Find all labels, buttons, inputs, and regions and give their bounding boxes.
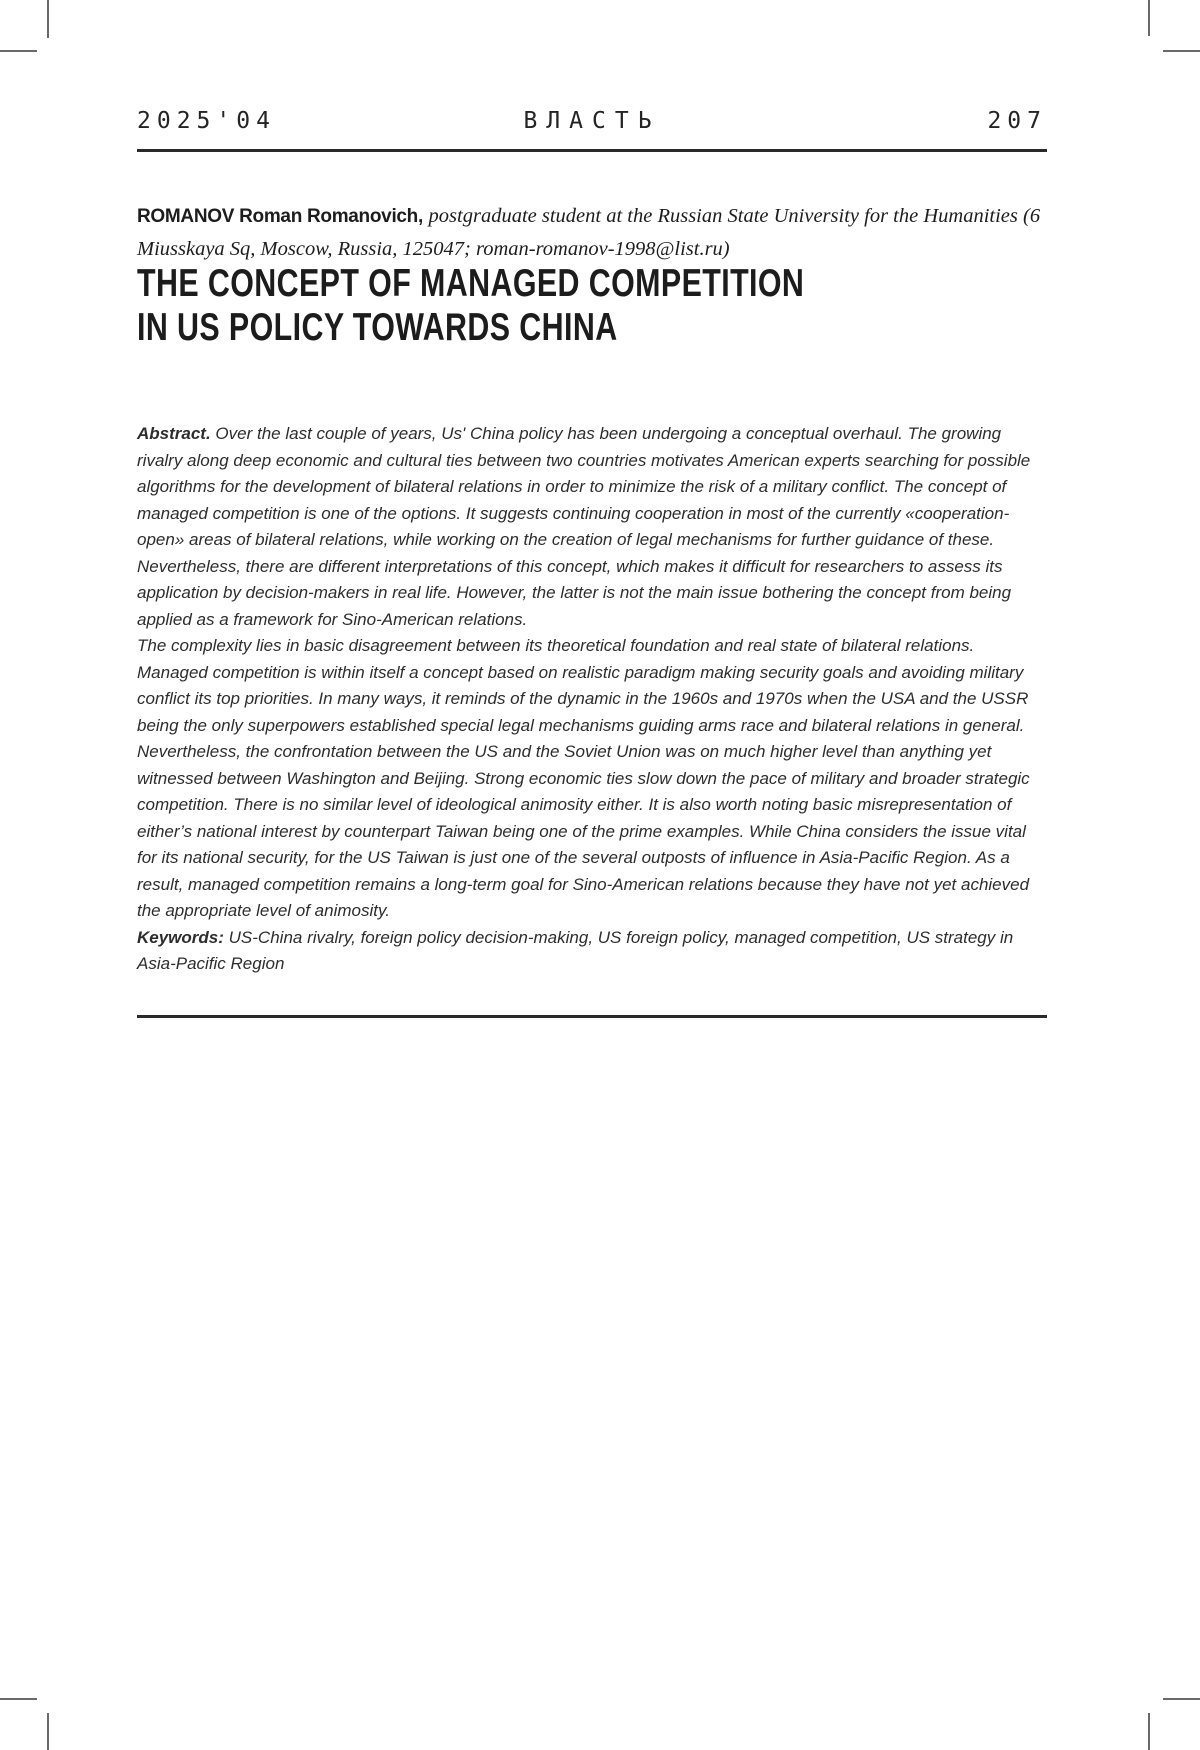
crop-mark-top-left-vertical: [47, 0, 49, 38]
author-block: [137, 200, 1049, 266]
crop-mark-bottom-left-horizontal: [0, 1698, 37, 1700]
header-rule: [137, 149, 1047, 152]
crop-mark-bottom-right-vertical: [1148, 1713, 1150, 1750]
crop-mark-bottom-left-vertical: [47, 1713, 49, 1750]
running-head: [137, 108, 1047, 140]
author-affiliation: postgraduate student at the Russian State University for the Humanities (6 Miusskaya Sq, Moscow, Russia, 125047; roman-romanov-1998@list.ru): [137, 205, 1041, 260]
author-name: ROMANOV Roman Romanovich,: [137, 206, 423, 227]
crop-mark-bottom-right-horizontal: [1163, 1698, 1200, 1700]
keywords-text: US-China rivalry, foreign policy decision-making, US foreign policy, managed competition, US strategy in Asia-Pacific Region: [137, 927, 1014, 973]
page-number: 207: [987, 108, 1047, 134]
keywords-label: Keywords:: [137, 927, 224, 947]
abstract-paragraph-2: [137, 633, 1049, 925]
journal-issue: 2025'04: [137, 108, 276, 134]
journal-title: ВЛАСТЬ: [523, 108, 661, 134]
abstract-label: Abstract.: [137, 424, 211, 443]
abstract-paragraph-1: [137, 421, 1049, 633]
abstract-text-2: The complexity lies in basic disagreement between its theoretical foundation and real state of bilateral relations. Managed competition is within itself a concept based on realistic paradigm making security goals and avoiding military conflict its top priorities. In many ways, it reminds of the dynamic in the 1960s and 1970s when the USA and the USSR being the only superpowers established special legal mechanisms guiding arms race and bilateral relations in general. Nevertheless, the confrontation between the US and the Soviet Union was on much higher level than anything yet witnessed between Washington and Beijing. Strong economic ties slow down the pace of military and broader strategic competition. There is no similar level of ideological animosity either. It is also worth noting basic misrepresentation of either’s national interest by counterpart Taiwan being one of the prime examples. While China considers the issue vital for its national security, for the US Taiwan is just one of the several outposts of influence in Asia-Pacific Region. As a result, managed competition remains a long-term goal for Sino-American relations because they have not yet achieved the appropriate level of animosity.: [137, 636, 1030, 920]
abstract-text-1: Over the last couple of years, Us' China policy has been undergoing a conceptual overhaul. The growing rivalry along deep economic and cultural ties between two countries motivates American experts searching for possible algorithms for the development of bilateral relations in order to minimize the risk of a military conflict. The concept of managed competition is one of the options. It suggests continuing cooperation in most of the currently «cooperation-open» areas of bilateral relations, while working on the creation of legal mechanisms for further guidance of these. Nevertheless, there are different interpretations of this concept, which makes it difficult for researchers to assess its application by decision-makers in real life. However, the latter is not the main issue bothering the concept from being applied as a framework for Sino-American relations.: [137, 424, 1031, 629]
article-title-line2: IN US POLICY TOWARDS CHINA: [137, 306, 618, 349]
article-title: [137, 262, 804, 350]
crop-mark-top-left-horizontal: [0, 50, 37, 52]
end-of-abstract-rule: [137, 1015, 1047, 1018]
keywords-paragraph: [137, 925, 1049, 978]
article-title-line1: THE CONCEPT OF MANAGED COMPETITION: [137, 262, 805, 305]
abstract-block: [137, 421, 1049, 978]
crop-mark-top-right-horizontal: [1163, 50, 1200, 52]
crop-mark-top-right-vertical: [1148, 0, 1150, 36]
